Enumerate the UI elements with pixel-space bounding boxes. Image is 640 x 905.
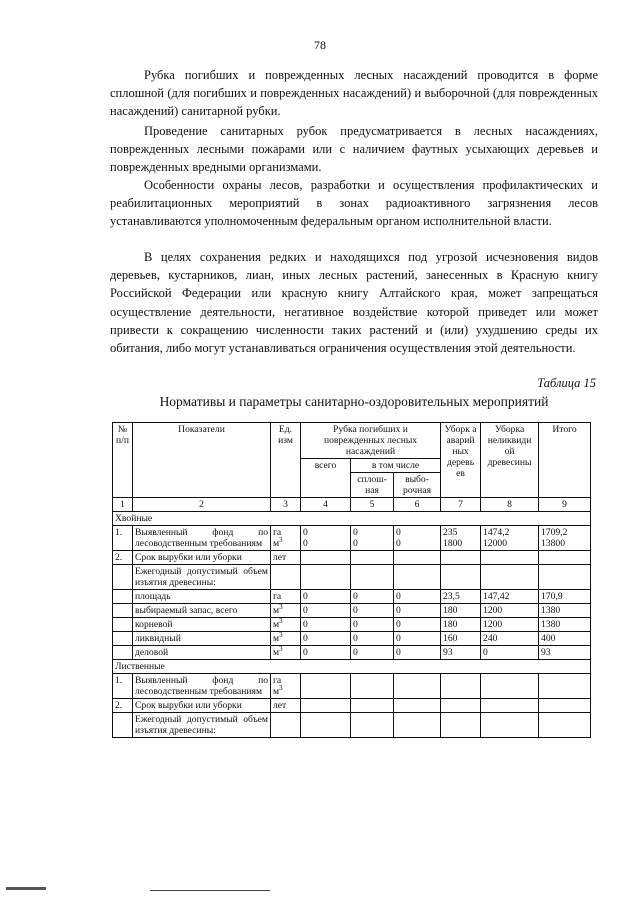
cell-num: 2. — [113, 699, 133, 713]
cell-total: 0 0 — [301, 526, 351, 551]
cell-selective: 0 — [394, 632, 441, 646]
cell-total — [301, 713, 351, 738]
cell-unit: лет — [271, 699, 301, 713]
cell-num — [113, 713, 133, 738]
cell-selective: 0 — [394, 618, 441, 632]
cell-emergency: 235 1800 — [441, 526, 481, 551]
column-number: 9 — [539, 498, 591, 512]
cell-clear — [351, 551, 394, 565]
cell-selective — [394, 551, 441, 565]
paragraph-4-text: В целях сохранения редких и находящихся под угрозой исчезновения видов деревьев, кустарников, лиан, иных лесных растений, занесенных в Красную книгу Российской Федерации или красную книгу Алтайского края, может запрещаться осуществление деятельности, негативное воздействие которой приведет или может привести к сокращению численности таких растений и (или) ухудшению среды их обитания, либо могут устанавливаться ограничения осуществления этой деятельности. — [110, 250, 598, 356]
cell-emergency: 160 — [441, 632, 481, 646]
cell-selective: 0 — [394, 590, 441, 604]
cell-clear: 0 0 — [351, 526, 394, 551]
table-row — [113, 551, 591, 565]
paragraph-3-text: Особенности охраны лесов, разработки и осуществления профилактических и реабилитационных мероприятий в зонах радиоактивного загрязнения лесов устанавливаются уполномоченным федеральным органом исполнительной власти. — [110, 178, 598, 229]
cell-num — [113, 646, 133, 660]
cell-num: 1. — [113, 674, 133, 699]
cell-num — [113, 590, 133, 604]
cell-result — [539, 674, 591, 699]
table-row — [113, 618, 591, 632]
cell-unit: $м^3$ — [271, 632, 301, 646]
cell-emergency: 23,5 — [441, 590, 481, 604]
cell-clear: 0 — [351, 604, 394, 618]
column-numbers-row — [113, 498, 591, 512]
cell-result: 1380 — [539, 618, 591, 632]
column-number: 1 — [113, 498, 133, 512]
cell-result — [539, 699, 591, 713]
table-row — [113, 699, 591, 713]
cell-clear — [351, 713, 394, 738]
cell-total: 0 — [301, 632, 351, 646]
cell-num — [113, 565, 133, 590]
section-row — [113, 512, 591, 526]
cell-illiquid: 0 — [481, 646, 539, 660]
cell-illiquid: 1200 — [481, 618, 539, 632]
table-row — [113, 565, 591, 590]
header-row — [113, 423, 591, 459]
column-number: 6 — [394, 498, 441, 512]
cell-selective — [394, 699, 441, 713]
cell-emergency — [441, 713, 481, 738]
cell-clear — [351, 565, 394, 590]
cell-emergency: 180 — [441, 618, 481, 632]
cell-label: деловой — [133, 646, 271, 660]
cell-label: Выявленный фонд по лесоводственным требованиям — [133, 526, 271, 551]
cell-total — [301, 699, 351, 713]
cell-result: 1380 — [539, 604, 591, 618]
cell-illiquid: 1474,2 12000 — [481, 526, 539, 551]
table-row — [113, 604, 591, 618]
cell-result — [539, 551, 591, 565]
cell-total: 0 — [301, 618, 351, 632]
cell-num: 2. — [113, 551, 133, 565]
cell-label: Ежегодный допустимый объем изъятия древесины: — [133, 565, 271, 590]
cell-result — [539, 713, 591, 738]
paragraph-2 — [110, 122, 598, 177]
cell-num — [113, 604, 133, 618]
cell-total — [301, 674, 351, 699]
table-caption: Таблица 15 — [537, 376, 596, 390]
column-number: 5 — [351, 498, 394, 512]
page-number: 78 — [314, 38, 326, 52]
cell-clear: 0 — [351, 618, 394, 632]
cell-emergency — [441, 674, 481, 699]
header-unit: Ед. изм — [271, 423, 301, 498]
cell-unit: $м^3$ — [271, 618, 301, 632]
cell-num — [113, 632, 133, 646]
cell-unit: га — [271, 590, 301, 604]
header-clear: сплош-ная — [351, 473, 394, 498]
header-including: в том числе — [351, 459, 441, 473]
scan-edge-mark — [6, 887, 46, 890]
footer-line — [150, 890, 270, 891]
header-selective: выбо-рочная — [394, 473, 441, 498]
cell-emergency — [441, 699, 481, 713]
column-number: 8 — [481, 498, 539, 512]
cell-label: Срок вырубки или уборки — [133, 551, 271, 565]
paragraph-1 — [110, 66, 598, 121]
cell-label: площадь — [133, 590, 271, 604]
cell-illiquid: 1200 — [481, 604, 539, 618]
cell-illiquid — [481, 713, 539, 738]
cell-result: 170,9 — [539, 590, 591, 604]
cell-emergency: 180 — [441, 604, 481, 618]
cell-label: ликвидный — [133, 632, 271, 646]
cell-emergency — [441, 565, 481, 590]
table-title: Нормативы и параметры санитарно-оздоровительных мероприятий — [159, 394, 549, 409]
cell-clear: 0 — [351, 590, 394, 604]
cell-selective: 0 — [394, 604, 441, 618]
column-number: 3 — [271, 498, 301, 512]
paragraph-1-text: Рубка погибших и поврежденных лесных насаждений проводится в форме сплошной (для погибших и поврежденных насаждений) и выборочной (для поврежденных насаждений) санитарной рубки. — [110, 68, 598, 119]
cell-illiquid: 147,42 — [481, 590, 539, 604]
norms-table — [112, 422, 591, 738]
cell-selective: 0 — [394, 646, 441, 660]
cell-illiquid — [481, 551, 539, 565]
cell-result: 400 — [539, 632, 591, 646]
cell-unit: $м^3$ — [271, 604, 301, 618]
cell-unit — [271, 565, 301, 590]
paragraph-2-text: Проведение санитарных рубок предусматривается в лесных насаждениях, поврежденных лесными пожарами или с наличием фаутных усыхающих деревьев и поврежденных вредными организмами. — [110, 124, 598, 175]
column-number: 2 — [133, 498, 271, 512]
cell-illiquid: 240 — [481, 632, 539, 646]
header-total: всего — [301, 459, 351, 498]
table-row — [113, 674, 591, 699]
cell-unit: га $м^3$ — [271, 674, 301, 699]
cell-selective — [394, 674, 441, 699]
cell-illiquid — [481, 699, 539, 713]
cell-clear: 0 — [351, 646, 394, 660]
cell-clear — [351, 699, 394, 713]
cell-total: 0 — [301, 604, 351, 618]
cell-clear: 0 — [351, 632, 394, 646]
section-name: Лиственные — [113, 660, 591, 674]
header-felling: Рубка погибших и поврежденных лесных насаждений — [301, 423, 441, 459]
cell-result — [539, 565, 591, 590]
header-indicators: Показатели — [133, 423, 271, 498]
cell-total: 0 — [301, 646, 351, 660]
cell-total: 0 — [301, 590, 351, 604]
cell-illiquid — [481, 565, 539, 590]
column-number: 4 — [301, 498, 351, 512]
cell-selective: 0 0 — [394, 526, 441, 551]
table-row — [113, 713, 591, 738]
cell-clear — [351, 674, 394, 699]
paragraph-4 — [110, 248, 598, 357]
cell-unit — [271, 713, 301, 738]
cell-selective — [394, 565, 441, 590]
cell-selective — [394, 713, 441, 738]
header-illiquid: Уборка неликвиди ой древесины — [481, 423, 539, 498]
cell-total — [301, 551, 351, 565]
section-name: Хвойные — [113, 512, 591, 526]
paragraph-3 — [110, 176, 598, 231]
cell-unit: $м^3$ — [271, 646, 301, 660]
section-row — [113, 660, 591, 674]
column-number: 7 — [441, 498, 481, 512]
header-result: Итого — [539, 423, 591, 498]
table-row — [113, 632, 591, 646]
cell-label: корневой — [133, 618, 271, 632]
cell-label: Ежегодный допустимый объем изъятия древесины: — [133, 713, 271, 738]
cell-emergency: 93 — [441, 646, 481, 660]
cell-emergency — [441, 551, 481, 565]
cell-unit: лет — [271, 551, 301, 565]
cell-result: 93 — [539, 646, 591, 660]
table-row — [113, 526, 591, 551]
cell-label: Выявленный фонд по лесоводственным требованиям — [133, 674, 271, 699]
cell-result: 1709,2 13800 — [539, 526, 591, 551]
cell-label: Срок вырубки или уборки — [133, 699, 271, 713]
cell-num: 1. — [113, 526, 133, 551]
header-emergency: Уборк а аварий ных деревь ев — [441, 423, 481, 498]
cell-num — [113, 618, 133, 632]
header-num: № п/п — [113, 423, 133, 498]
table-row — [113, 590, 591, 604]
cell-total — [301, 565, 351, 590]
cell-unit: га $м^3$ — [271, 526, 301, 551]
table-row — [113, 646, 591, 660]
cell-label: выбираемый запас, всего — [133, 604, 271, 618]
cell-illiquid — [481, 674, 539, 699]
